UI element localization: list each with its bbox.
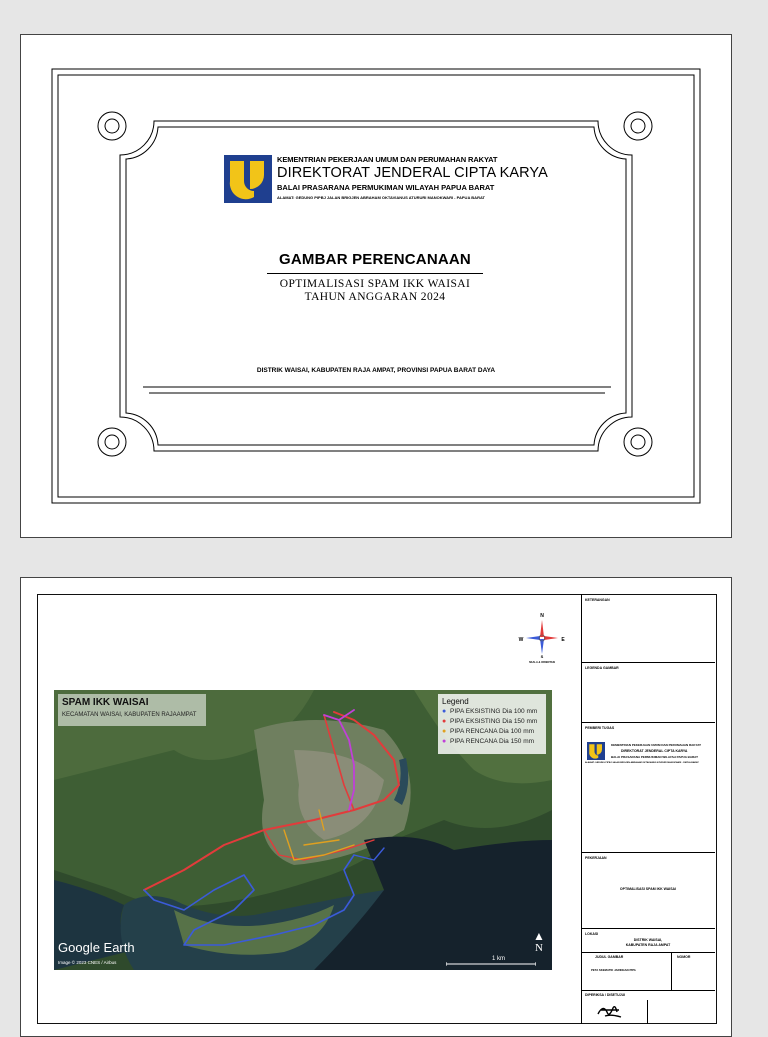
tb-balai: BALAI PRASARANA PERMUKIMAN WILAYAH PAPUA BARAT bbox=[611, 755, 698, 759]
pengesahan-label: DIPERIKSA / DISETUJUI bbox=[585, 993, 626, 997]
pipe-plan-100 bbox=[284, 810, 354, 860]
ministry-address: ALAMAT: GEDUNG PIPBJ JALAN BRIGJEN ABRAHAM OKTAVIANUS ATURURI MANOKWARI - PAPUA BARAT bbox=[277, 195, 485, 200]
keterangan-label: KETERANGAN bbox=[585, 598, 610, 602]
pipe-existing-100 bbox=[144, 855, 354, 945]
cover-title: GAMBAR PERENCANAAN bbox=[279, 251, 471, 268]
tb-address: ALAMAT: GEDUNG PIPBJ JALAN BRIGJEN ABRAHAM OKTAVIANUS ATURURI MANOKWARI - PAPUA BARAT bbox=[585, 762, 699, 764]
title-block bbox=[581, 594, 717, 1024]
scale-label: 1 km bbox=[492, 956, 506, 962]
cover-sheet bbox=[20, 34, 732, 538]
map-title: SPAM IKK WAISAI bbox=[62, 697, 149, 708]
legend-item-existing-100: ● PIPA EKSISTING Dia 100 mm bbox=[442, 708, 538, 715]
google-earth-logo: Google Earth bbox=[58, 940, 135, 955]
compass-caption: SKALA & ORIENTASI bbox=[528, 661, 556, 664]
pemberi-tugas-label: PEMBERI TUGAS bbox=[585, 726, 615, 730]
compass-e: E bbox=[561, 637, 565, 643]
tb-vdivider bbox=[647, 1000, 648, 1024]
legend-item-plan-100: ● PIPA RENCANA Dia 100 mm bbox=[442, 728, 535, 735]
ministry-header bbox=[224, 155, 554, 209]
north-arrow-icon: ▲ N bbox=[533, 929, 545, 954]
tb-ministry: KEMENTRIAN PEKERJAAN UMUM DAN PERUMAHAN RAKYAT bbox=[611, 743, 702, 747]
map-sheet bbox=[20, 577, 732, 1037]
lokasi-value-1: DISTRIK WAISAI, bbox=[633, 938, 663, 942]
scale-bar bbox=[446, 962, 536, 966]
map-legend bbox=[438, 694, 546, 754]
legend-item-existing-150: ● PIPA EKSISTING Dia 150 mm bbox=[442, 718, 538, 725]
ministry-name: KEMENTRIAN PEKERJAAN UMUM DAN PERUMAHAN RAKYAT bbox=[277, 155, 498, 164]
tb-vdivider bbox=[671, 952, 672, 990]
tb-divider bbox=[581, 928, 715, 929]
tb-divider bbox=[581, 990, 715, 991]
legenda-label: LEGENDA GAMBAR bbox=[585, 666, 619, 670]
signature-icon bbox=[595, 1002, 625, 1020]
tb-divider bbox=[581, 952, 715, 953]
compass-s: S bbox=[540, 654, 544, 659]
judul-value: PETA SKEMATIK JARINGAN PIPA bbox=[591, 968, 636, 972]
pipe-plan-150 bbox=[324, 710, 354, 810]
map-title-panel bbox=[58, 694, 206, 726]
pekerjaan-value: OPTIMALISASI SPAM IKK WAISAI bbox=[619, 887, 677, 891]
compass-rose-icon bbox=[517, 609, 567, 665]
title-block-border bbox=[581, 594, 582, 1024]
pekerjaan-label: PEKERJAAN bbox=[585, 856, 607, 860]
pipe-existing-100-b bbox=[354, 848, 384, 860]
directorate-name: DIREKTORAT JENDERAL CIPTA KARYA bbox=[277, 165, 548, 181]
legend-title: Legend bbox=[442, 697, 469, 706]
project-name: OPTIMALISASI SPAM IKK WAISAI bbox=[279, 278, 471, 290]
tb-divider bbox=[581, 852, 715, 853]
legend-item-plan-150: ● PIPA RENCANA Dia 150 mm bbox=[442, 738, 535, 745]
satellite-map[interactable] bbox=[54, 690, 552, 970]
legend-swatch-icon: ● bbox=[442, 718, 447, 725]
legend-swatch-icon: ● bbox=[442, 738, 447, 745]
map-subtitle: KECAMATAN WAISAI, KABUPATEN RAJAAMPAT bbox=[62, 712, 197, 718]
title-underline bbox=[267, 273, 483, 274]
tb-directorate: DIREKTORAT JENDERAL CIPTA KARYA bbox=[621, 749, 688, 753]
tb-divider bbox=[581, 662, 715, 663]
pu-logo-small-icon bbox=[587, 742, 605, 760]
legend-swatch-icon: ● bbox=[442, 708, 447, 715]
lokasi-value-2: KABUPATEN RAJA AMPAT bbox=[625, 943, 671, 947]
fiscal-year: TAHUN ANGGARAN 2024 bbox=[304, 291, 446, 303]
imagery-credit: Image © 2023 CNES / Airbus bbox=[58, 960, 117, 965]
pipe-existing-150-b bbox=[324, 715, 354, 810]
project-location: DISTRIK WAISAI, KABUPATEN RAJA AMPAT, PROVINSI PAPUA BARAT DAYA bbox=[256, 367, 496, 374]
compass-n: N bbox=[540, 613, 544, 619]
balai-name: BALAI PRASARANA PERMUKIMAN WILAYAH PAPUA BARAT bbox=[277, 183, 495, 192]
lokasi-label: LOKASI bbox=[585, 932, 599, 936]
pu-logo-icon bbox=[224, 155, 272, 203]
judul-label: JUDUL GAMBAR bbox=[595, 955, 624, 959]
nomor-label: NOMOR bbox=[677, 955, 691, 959]
compass-w: W bbox=[518, 637, 524, 643]
tb-divider bbox=[581, 722, 715, 723]
pipe-existing-150 bbox=[144, 712, 399, 890]
legend-swatch-icon: ● bbox=[442, 728, 447, 735]
